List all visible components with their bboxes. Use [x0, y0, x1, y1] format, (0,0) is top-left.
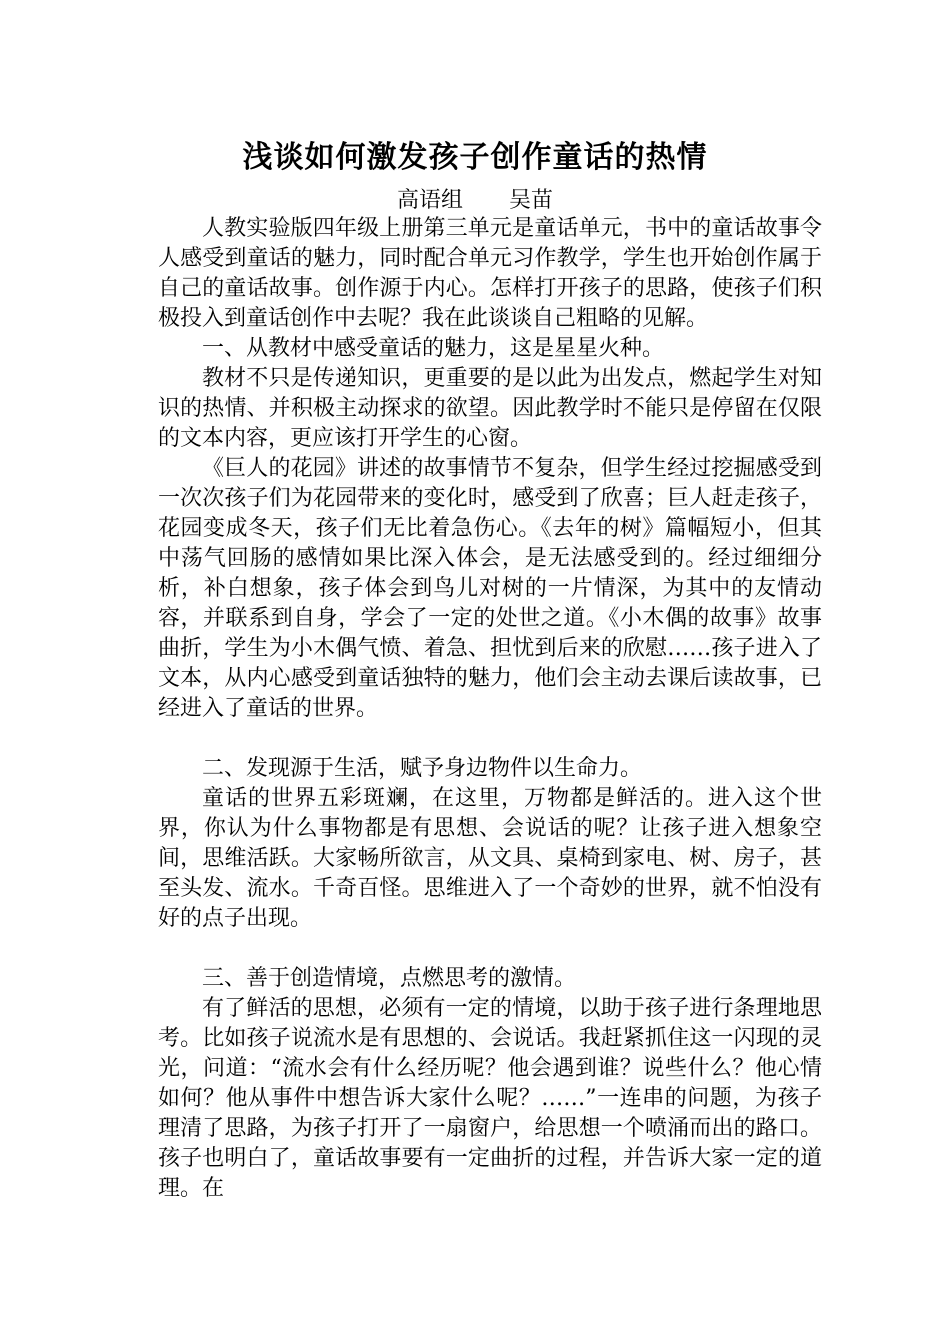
paragraph: 童话的世界五彩斑斓，在这里，万物都是鲜活的。进入这个世界，你认为什么事物都是有思想、会说话的呢？让孩子进入想象空间，思维活跃。大家畅所欲言，从文具、桌椅到家电、树、房子，甚至头发、流水。千奇百怪。思维进入了一个奇妙的世界，就不怕没有好的点子出现。 — [158, 786, 822, 931]
paragraph-intro: 人教实验版四年级上册第三单元是童话单元，书中的童话故事令人感受到童话的魅力，同时配合单元习作教学，学生也开始创作属于自己的童话故事。创作源于内心。怎样打开孩子的思路，使孩子们积极投入到童话创作中去呢？我在此谈谈自己粗略的见解。 — [158, 216, 822, 331]
author-group: 高语组 — [396, 188, 463, 213]
paragraph: 有了鲜活的思想，必须有一定的情境，以助于孩子进行条理地思考。比如孩子说流水是有思想的、会说话。我赶紧抓住这一闪现的灵光，问道：“流水会有什么经历呢？他会遇到谁？说些什么？他心情如何？他从事件中想告诉大家什么呢？……”一连串的问题，为孩子理清了思路，为孩子打开了一扇窗户，给思想一个喷涌而出的路口。孩子也明白了，童话故事要有一定曲折的过程，并告诉大家一定的道理。在 — [158, 996, 822, 1201]
article-byline — [0, 186, 950, 216]
section-heading-2: 二、发现源于生活，赋予身边物件以生命力。 — [202, 756, 643, 781]
section-heading-3: 三、善于创造情境，点燃思考的激情。 — [202, 966, 577, 991]
section-heading-1: 一、从教材中感受童话的魅力，这是星星火种。 — [202, 336, 665, 361]
article-body — [158, 214, 822, 1204]
author-name: 吴苗 — [509, 188, 554, 213]
paragraph: 教材不只是传递知识，更重要的是以此为出发点，燃起学生对知识的热情、并积极主动探求的欲望。因此教学时不能只是停留在仅限的文本内容，更应该打开学生的心窗。 — [158, 366, 822, 451]
paragraph: 《巨人的花园》讲述的故事情节不复杂，但学生经过挖掘感受到一次次孩子们为花园带来的变化时，感受到了欣喜；巨人赶走孩子，花园变成冬天，孩子们无比着急伤心。《去年的树》篇幅短小，但其中荡气回肠的感情如果比深入体会，是无法感受到的。经过细细分析，补白想象，孩子体会到鸟儿对树的一片情深，为其中的友情动容，并联系到自身，学会了一定的处世之道。《小木偶的故事》故事曲折，学生为小木偶气愤、着急、担忧到后来的欣慰……孩子进入了文本，从内心感受到童话独特的魅力，他们会主动去课后读故事，已经进入了童话的世界。 — [158, 456, 822, 721]
article-title: 浅谈如何激发孩子创作童话的热情 — [242, 140, 708, 175]
